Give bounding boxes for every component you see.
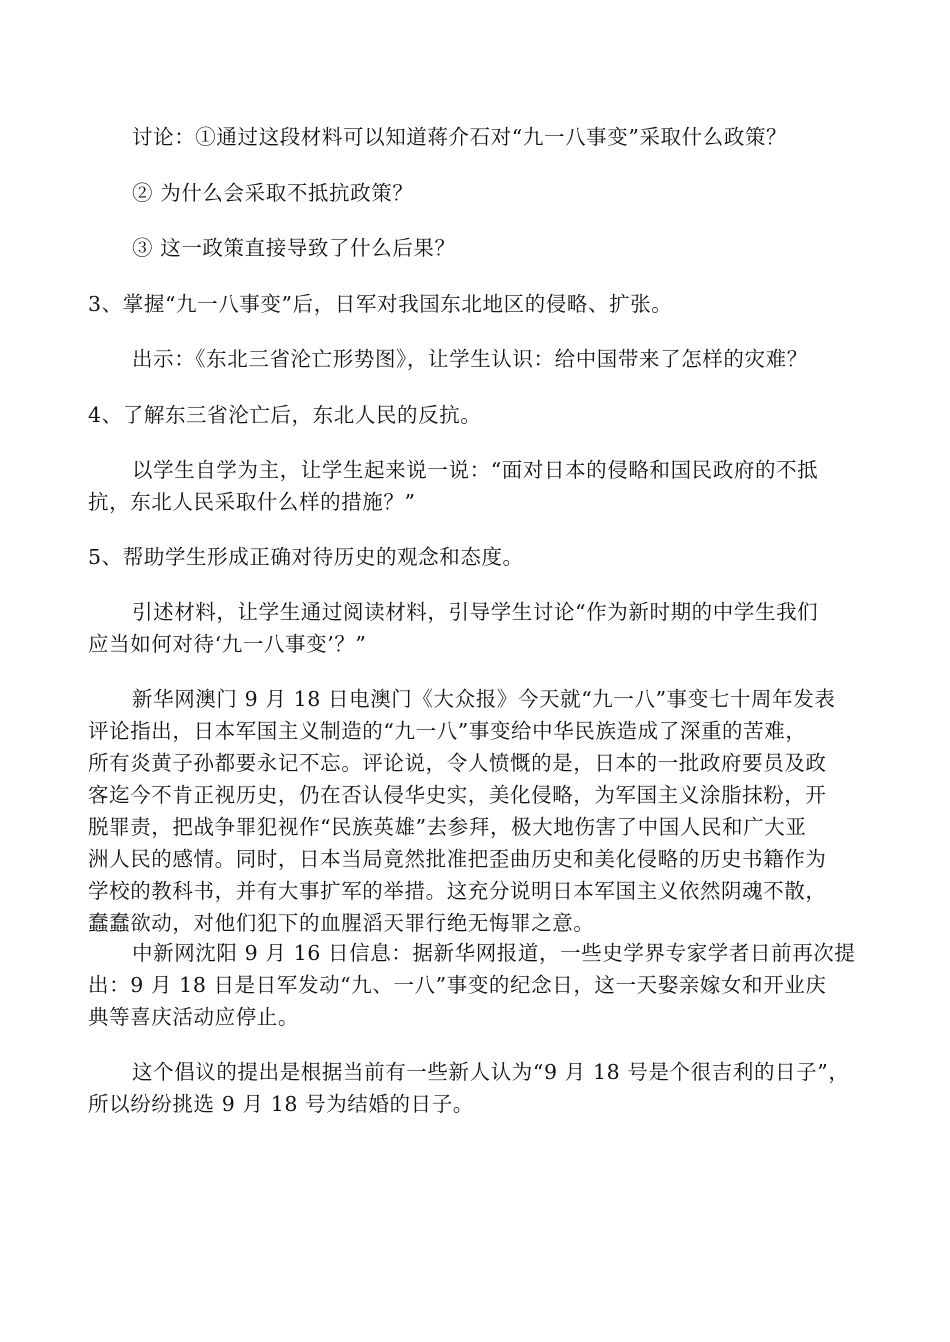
text-line: 引述材料，让学生通过阅读材料，引导学生讨论“作为新时期的中学生我们 — [132, 600, 819, 624]
text-line: 洲人民的感情。同时，日本当局竟然批准把歪曲历史和美化侵略的历史书籍作为 — [88, 847, 827, 871]
text-line: 抗，东北人民采取什么样的措施？” — [88, 490, 416, 514]
text-line: 讨论：①通过这段材料可以知道蒋介石对“九一八事变”采取什么政策？ — [132, 125, 788, 149]
section-heading-5 — [88, 541, 863, 573]
material-discussion-paragraph — [88, 596, 863, 660]
text-line: 蠢蠢欲动，对他们犯下的血腥滔天罪行绝无悔罪之意。 — [88, 911, 595, 935]
text-line: 学校的教科书，并有大事扩军的举措。这充分说明日本军国主义依然阴魂不散， — [88, 879, 827, 903]
text-line: 以学生自学为主，让学生起来说一说：“面对日本的侵略和国民政府的不抵 — [132, 458, 819, 482]
text-line: 脱罪责，把战争罪犯视作“民族英雄”去参拜，极大地伤害了中国人民和广大亚 — [88, 815, 807, 839]
text-line: 客迄今不肯正视历史，仍在否认侵华史实，美化侵略，为军国主义涂脂抹粉，开 — [88, 783, 827, 807]
text-line: 新华网澳门 9 月 18 日电澳门《大众报》今天就“九一八”事变七十周年发表 — [132, 687, 836, 711]
text-line: 出示：《东北三省沦亡形势图》，让学生认识：给中国带来了怎样的灾难？ — [132, 347, 808, 371]
text-line: 中新网沈阳 9 月 16 日信息：据新华网报道，一些史学界专家学者日前再次提 — [132, 941, 856, 965]
text-line: 3、掌握“九一八事变”后，日军对我国东北地区的侵略、扩张。 — [88, 292, 673, 316]
text-line: 4、了解东三省沦亡后，东北人民的反抗。 — [88, 403, 482, 427]
section-heading-3 — [88, 288, 863, 320]
text-line: 所有炎黄子孙都要永记不忘。评论说，令人愤慨的是，日本的一批政府要员及政 — [88, 751, 827, 775]
map-instruction — [88, 343, 863, 375]
text-line: 所以纷纷挑选 9 月 18 号为结婚的日子。 — [88, 1092, 474, 1116]
proposal-paragraph — [88, 1056, 863, 1120]
text-line: 评论指出，日本军国主义制造的“九一八”事变给中华民族造成了深重的苦难， — [88, 719, 807, 743]
text-line: 5、帮助学生形成正确对待历史的观念和态度。 — [88, 545, 524, 569]
text-line: 应当如何对待‘九一八事变’？” — [88, 632, 367, 656]
text-line: 出：9 月 18 日是日军发动“九、一八”事变的纪念日，这一天娶亲嫁女和开业庆 — [88, 973, 827, 997]
self-study-paragraph — [88, 454, 863, 518]
chinanews-shenyang-paragraph — [88, 937, 863, 1033]
discussion-question-1 — [88, 121, 863, 153]
text-line: 这个倡议的提出是根据当前有一些新人认为“9 月 18 号是个很吉利的日子”， — [132, 1060, 850, 1084]
discussion-question-2 — [88, 177, 863, 209]
text-line: ③ 这一政策直接导致了什么后果？ — [132, 236, 456, 260]
section-heading-4 — [88, 399, 863, 431]
text-line: 典等喜庆活动应停止。 — [88, 1005, 299, 1029]
xinhua-macau-paragraph — [88, 683, 863, 939]
discussion-question-3 — [88, 232, 863, 264]
text-line: ② 为什么会采取不抵抗政策？ — [132, 181, 414, 205]
